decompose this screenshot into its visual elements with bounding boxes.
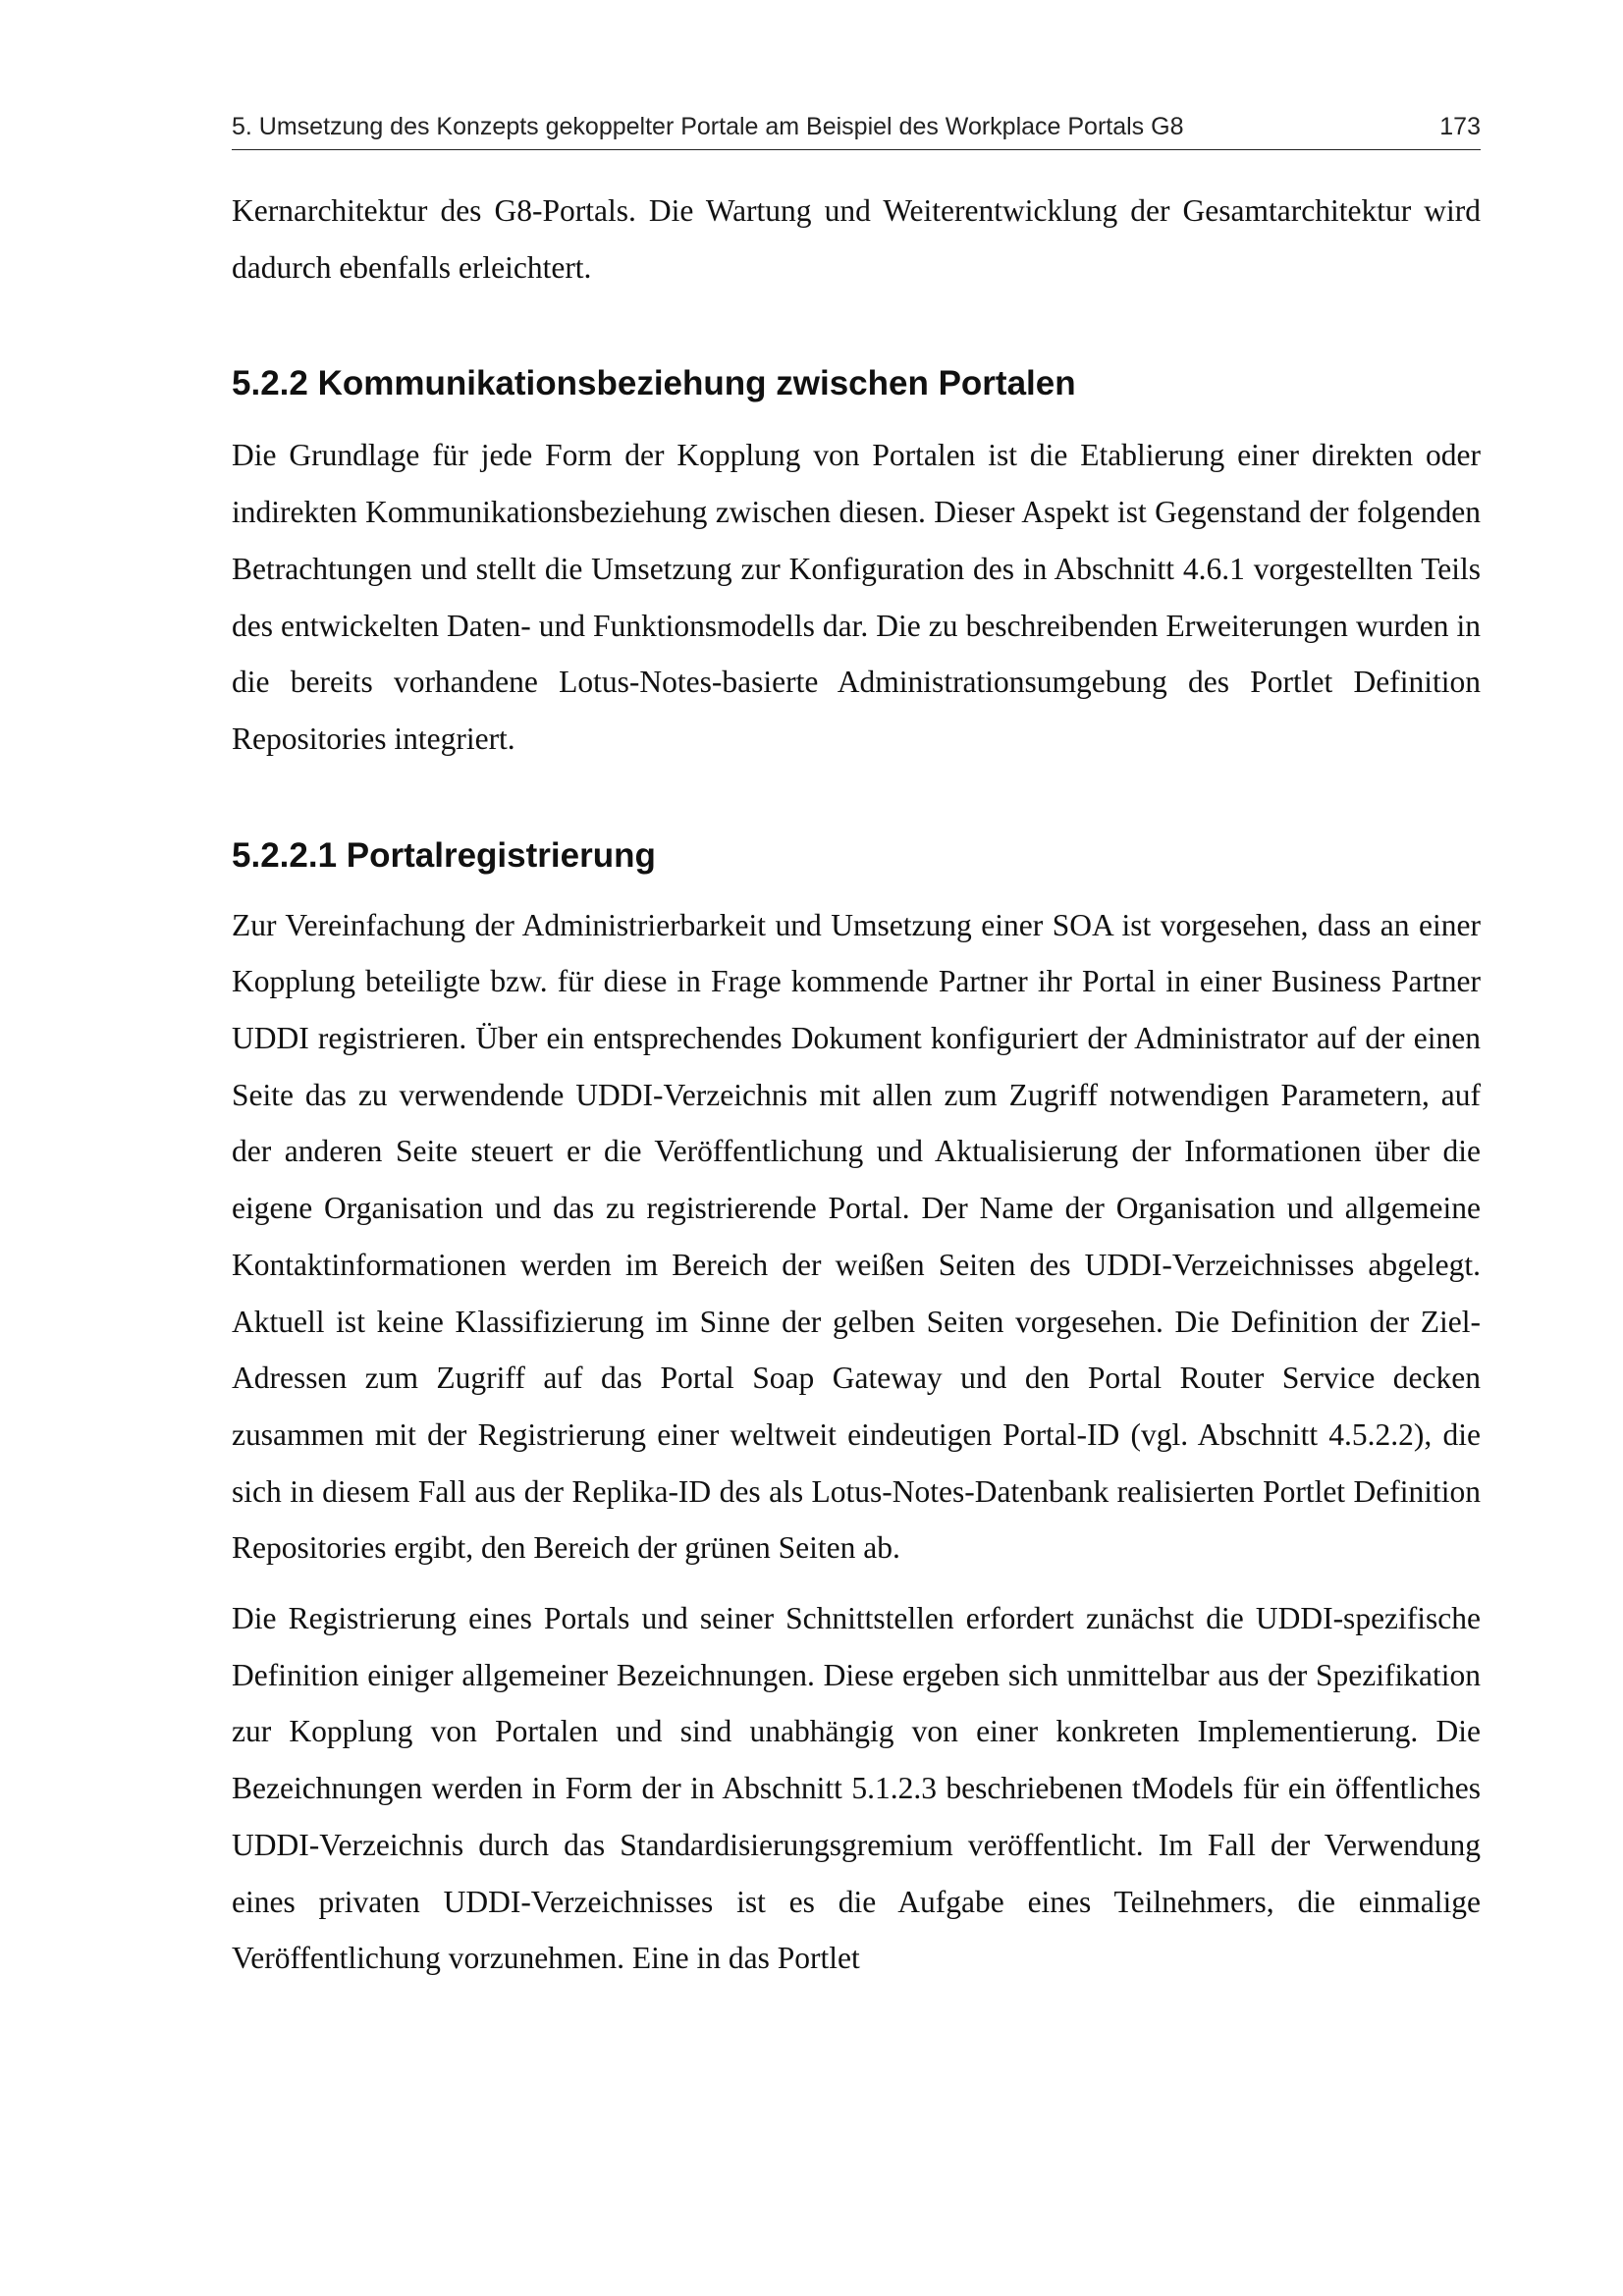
paragraph-intro: Kernarchitektur des G8-Portals. Die Wartung und Weiterentwicklung der Gesamtarchitektur wird dadurch ebenfalls erleichtert. bbox=[232, 193, 1481, 285]
section-heading-5-2-2: 5.2.2 Kommunikationsbeziehung zwischen Portalen bbox=[232, 364, 1076, 403]
paragraph-registration-definitions: Die Registrierung eines Portals und seiner Schnittstellen erfordert zunächst die UDDI-spezifische Definition einiger allgemeiner Bezeichnungen. Diese ergeben sich unmittelbar aus der Spezifikation zur Kopplung von Portalen und sind unabhängig von einer konkreten Implementierung. Die Bezeichnungen werden in Form der in Abschnitt 5.1.2.3 beschriebenen tModels für ein öffentliches UDDI-Verzeichnis durch das Standardisierungsgremium veröffentlicht. Im Fall der Verwendung eines privaten UDDI-Verzeichnisses ist es die Aufgabe eines Teilnehmers, die einmalige Veröffentlichung vorzunehmen. Eine in das Portlet bbox=[232, 1601, 1481, 1976]
page-content bbox=[232, 183, 1481, 1987]
paragraph-communication: Die Grundlage für jede Form der Kopplung von Portalen ist die Etablierung einer direkten oder indirekten Kommunikationsbeziehung zwischen diesen. Dieser Aspekt ist Gegenstand der folgenden Betrachtungen und stellt die Umsetzung zur Konfiguration des in Abschnitt 4.6.1 vorgestellten Teils des entwickelten Daten- und Funktionsmodells dar. Die zu beschreibenden Erweiterungen wurden in die bereits vorhandene Lotus-Notes-basierte Administrationsumgebung des Portlet Definition Repositories integriert. bbox=[232, 438, 1481, 756]
page-header bbox=[232, 110, 1481, 150]
page-number: 173 bbox=[1439, 113, 1481, 140]
running-title: 5. Umsetzung des Konzepts gekoppelter Portale am Beispiel des Workplace Portals G8 bbox=[232, 113, 1184, 140]
section-heading-5-2-2-1: 5.2.2.1 Portalregistrierung bbox=[232, 835, 656, 875]
paragraph-portal-registration: Zur Vereinfachung der Administrierbarkeit und Umsetzung einer SOA ist vorgesehen, dass an einer Kopplung beteiligte bzw. für diese in Frage kommende Partner ihr Portal in einer Business Partner UDDI registrieren. Über ein entsprechendes Dokument konfiguriert der Administrator auf der einen Seite das zu verwendende UDDI-Verzeichnis mit allen zum Zugriff notwendigen Parametern, auf der anderen Seite steuert er die Veröffentlichung und Aktualisierung der Informationen über die eigene Organisation und das zu registrierende Portal. Der Name der Organisation und allgemeine Kontaktinformationen werden im Bereich der weißen Seiten des UDDI-Verzeichnisses abgelegt. Aktuell ist keine Klassifizierung im Sinne der gelben Seiten vorgesehen. Die Definition der Ziel-Adressen zum Zugriff auf das Portal Soap Gateway und den Portal Router Service decken zusammen mit der Registrierung einer weltweit eindeutigen Portal-ID (vgl. Abschnitt 4.5.2.2), die sich in diesem Fall aus der Replika-ID des als Lotus-Notes-Datenbank realisierten Portlet Definition Repositories ergibt, den Bereich der grünen Seiten ab. bbox=[232, 907, 1481, 1566]
